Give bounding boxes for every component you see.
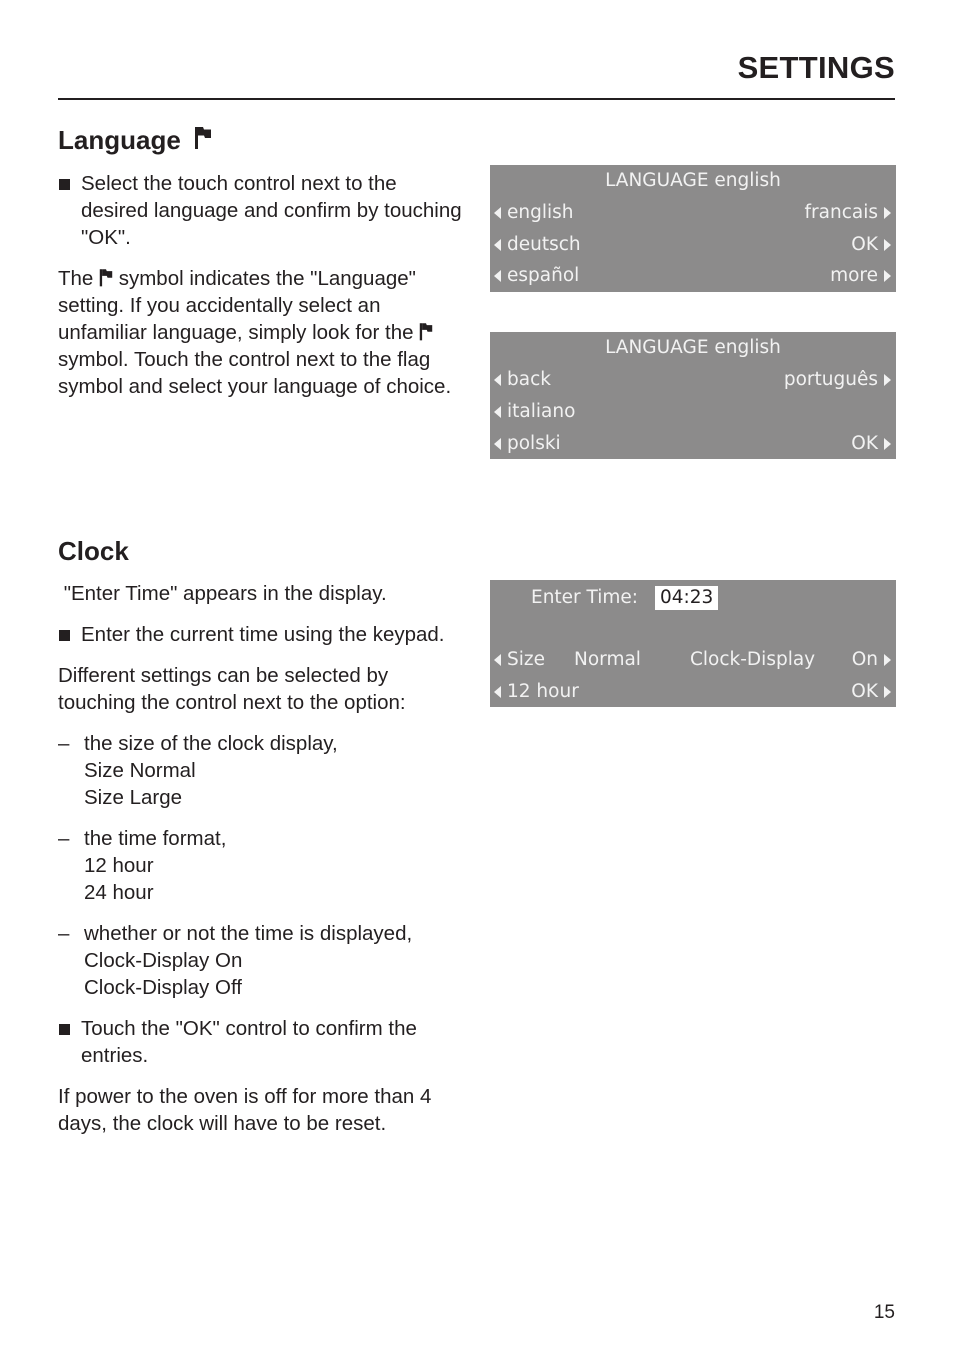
language-paragraph (58, 265, 468, 400)
option-line: Size Large (84, 786, 183, 809)
display-left-control[interactable] (494, 430, 561, 458)
clock-display-label: Clock-Display (690, 649, 816, 670)
size-label: Size (507, 649, 545, 670)
display-row (490, 262, 896, 290)
arrow-left-icon (494, 374, 501, 386)
arrow-left-icon (494, 654, 501, 666)
language-heading-text: Language (58, 125, 181, 155)
display-title: LANGUAGE english (605, 170, 781, 191)
option-line: whether or not the time is displayed, (84, 922, 413, 945)
language-heading (58, 125, 212, 156)
arrow-left-icon (494, 406, 501, 418)
display-right-label: francais (804, 202, 878, 223)
option-line: 12 hour (84, 854, 154, 877)
language-display-2 (490, 332, 896, 459)
option-line: Clock-Display Off (84, 976, 242, 999)
language-para-part1: The (58, 267, 94, 290)
display-right-control[interactable] (784, 366, 891, 394)
display-left-label: italiano (507, 401, 576, 422)
time-format-control[interactable] (494, 678, 579, 706)
display-row (490, 199, 896, 227)
language-bullet-text: Select the touch control next to the desired language and confirm by touching "OK". (81, 172, 462, 249)
display-right-label: português (783, 369, 878, 390)
arrow-left-icon (494, 438, 501, 450)
bullet-square-icon (59, 630, 70, 641)
option-line: the time format, (84, 827, 227, 850)
language-para-part3: symbol. Touch the control next to the flag symbol and select your language of choice. (58, 348, 452, 398)
enter-time-row (490, 583, 896, 613)
display-left-label: back (507, 369, 551, 390)
display-left-label: english (507, 202, 574, 223)
size-control[interactable] (494, 646, 545, 674)
ok-control[interactable] (851, 678, 891, 706)
bullet-square-icon (59, 1024, 70, 1035)
arrow-right-icon (884, 207, 891, 219)
clock-bullet-text: Enter the current time using the keypad. (81, 623, 445, 646)
clock-reset-note: If power to the oven is off for more than 4 days, the clock will have to be reset. (58, 1085, 432, 1135)
display-left-label: español (507, 265, 580, 286)
display-right-control[interactable] (851, 231, 891, 259)
time-field[interactable]: 04:23 (655, 586, 718, 610)
display-row (490, 231, 896, 259)
arrow-left-icon (494, 270, 501, 282)
clock-display (490, 580, 896, 707)
language-text (58, 170, 468, 414)
language-para-part2: symbol indicates the "Language" setting. If you accidentally select an unfamiliar language, simply look for the (58, 267, 416, 344)
option-line: Size Normal (84, 759, 196, 782)
flag-icon (194, 125, 212, 149)
enter-time-label: Enter Time: (531, 587, 639, 608)
language-display-1 (490, 165, 896, 292)
option-line: the size of the clock display, (84, 732, 338, 755)
time-format-label: 12 hour (507, 681, 579, 702)
arrow-left-icon (494, 207, 501, 219)
clock-heading: Clock (58, 536, 129, 566)
arrow-right-icon (884, 686, 891, 698)
display-left-control[interactable] (494, 199, 574, 227)
arrow-left-icon (494, 686, 501, 698)
display-left-label: polski (507, 433, 561, 454)
dash-marker: – (58, 827, 70, 850)
display-right-label: OK (851, 234, 878, 255)
display-left-control[interactable] (494, 231, 581, 259)
display-right-label: OK (851, 433, 878, 454)
arrow-left-icon (494, 239, 501, 251)
page-number: 15 (873, 1302, 895, 1323)
page-title: SETTINGS (737, 50, 895, 85)
display-row (490, 366, 896, 394)
display-left-control[interactable] (494, 366, 551, 394)
display-row (490, 678, 896, 706)
option-line: Clock-Display On (84, 949, 243, 972)
clock-display-control[interactable] (852, 646, 891, 674)
clock-paragraph: Different settings can be selected by touching the control next to the option: (58, 664, 406, 714)
flag-icon (419, 321, 433, 341)
size-value: Normal (574, 649, 641, 670)
display-right-control[interactable] (830, 262, 891, 290)
language-bullet (58, 170, 468, 251)
dash-marker: – (58, 732, 70, 755)
arrow-right-icon (884, 438, 891, 450)
header-divider (58, 98, 895, 100)
clock-display-value: On (851, 649, 878, 670)
clock-bullet-text: Touch the "OK" control to confirm the entries. (81, 1017, 417, 1067)
clock-intro: "Enter Time" appears in the display. (58, 582, 387, 605)
display-row (490, 430, 896, 458)
flag-icon (99, 267, 113, 287)
arrow-right-icon (884, 239, 891, 251)
display-right-control[interactable] (805, 199, 891, 227)
display-row (490, 398, 896, 426)
display-title: LANGUAGE english (605, 337, 781, 358)
display-right-label: more (830, 265, 878, 286)
display-left-label: deutsch (507, 234, 581, 255)
display-left-control[interactable] (494, 262, 579, 290)
clock-bullet-confirm (58, 1015, 468, 1069)
ok-label: OK (851, 681, 878, 702)
display-right-control[interactable] (851, 430, 891, 458)
display-row (490, 646, 896, 674)
dash-marker: – (58, 922, 70, 945)
option-line: 24 hour (84, 881, 154, 904)
display-left-control[interactable] (494, 398, 575, 426)
arrow-right-icon (884, 654, 891, 666)
clock-option-format (58, 825, 468, 906)
arrow-right-icon (884, 270, 891, 282)
bullet-square-icon (59, 179, 70, 190)
arrow-right-icon (884, 374, 891, 386)
clock-option-size (58, 730, 468, 811)
clock-option-display (58, 920, 468, 1001)
clock-text (58, 580, 468, 1151)
clock-bullet (58, 621, 468, 648)
